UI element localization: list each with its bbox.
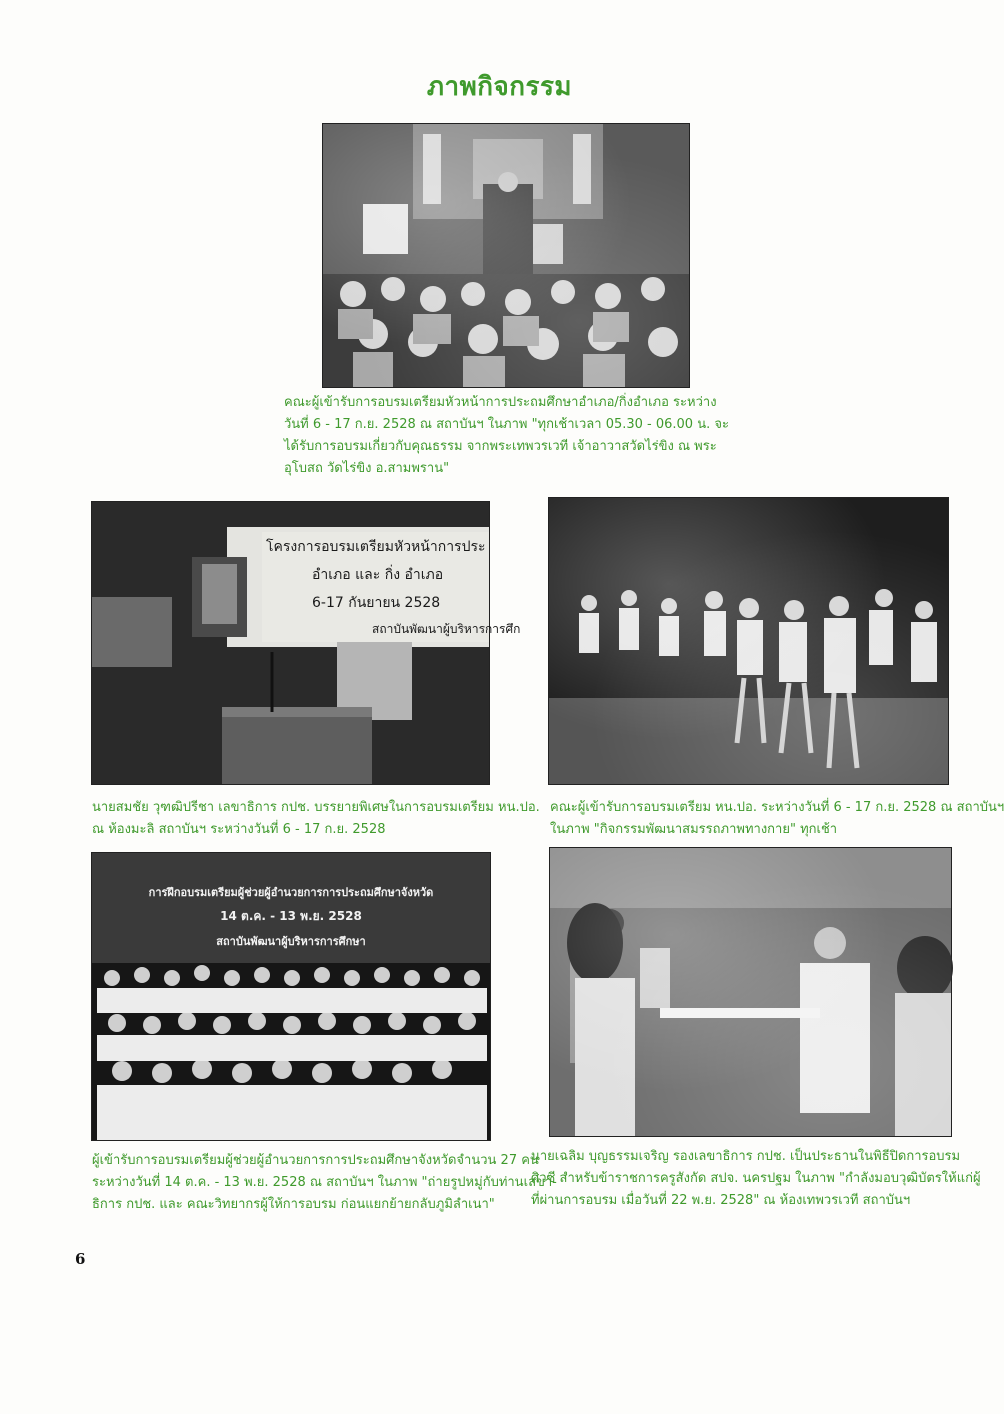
photo-group (91, 852, 491, 1141)
caption-line: ระหว่างวันที่ 14 ต.ค. - 13 พ.ย. 2528 ณ สถาบันฯ ในภาพ "ถ่ายรูปหมู่กับท่านเลขา- (92, 1175, 557, 1190)
page-number: 6 (75, 1250, 86, 1268)
caption-line: ในภาพ "กิจกรรมพัฒนาสมรรถภาพทางกาย" ทุกเช้า (550, 822, 838, 837)
caption-line: นายเฉลิม บุญธรรมเจริญ รองเลขาธิการ กปช. เป็นประธานในพิธีปิดการอบรม (531, 1149, 961, 1164)
banner-line: 6-17 กันยายน 2528 (312, 595, 441, 611)
caption-line: อุโบสถ วัดไร่ขิง อ.สามพราน" (284, 461, 450, 476)
caption-line: คณะผู้เข้ารับการอบรมเตรียมหัวหน้าการประถมศึกษาอำเภอ/กิ่งอำเภอ ระหว่าง (284, 395, 717, 410)
page-title: ภาพกิจกรรม (426, 72, 573, 102)
photo-temple-assembly (322, 123, 690, 388)
caption-line: ธิการ กปช. และ คณะวิทยากรผู้ให้การอบรม ก่อนแยกย้ายกลับภูมิลำเนา" (92, 1197, 495, 1212)
banner-line: สถาบันพัฒนาผู้บริหารการศึก (372, 622, 521, 636)
caption-line: ศิวซี สำหรับข้าราชการครูสังกัด สปจ. นครปฐม ในภาพ "กำลังมอบวุฒิบัตรให้แก่ผู้ (531, 1171, 981, 1186)
caption-line: ได้รับการอบรมเกี่ยวกับคุณธรรม จากพระเทพวรเวที เจ้าอาวาสวัดไร่ขิง ณ พระ (284, 439, 717, 454)
caption-line: ที่ผ่านการอบรม เมื่อวันที่ 22 พ.ย. 2528" ณ ห้องเทพวรเวที สถาบันฯ (531, 1193, 911, 1208)
caption-photo-speaker (92, 797, 540, 841)
photo-certificate-handover (549, 847, 952, 1137)
caption-photo-group (92, 1150, 557, 1216)
photo-speaker-podium (91, 501, 521, 785)
caption-line: ผู้เข้ารับการอบรมเตรียมผู้ช่วยผู้อำนวยการการประถมศึกษาจังหวัดจำนวน 27 คน (92, 1153, 539, 1168)
banner-line: 14 ต.ค. - 13 พ.ย. 2528 (220, 909, 362, 923)
banner-line: โครงการอบรมเตรียมหัวหน้าการประ (266, 539, 486, 555)
banner-line: อำเภอ และ กิ่ง อำเภอ (312, 567, 444, 583)
caption-line: นายสมชัย วุฑฒิปรีชา เลขาธิการ กปช. บรรยายพิเศษในการอบรมเตรียม หน.ปอ. (92, 800, 540, 815)
banner-line: สถาบันพัฒนาผู้บริหารการศึกษา (216, 935, 366, 948)
caption-photo-certificate (531, 1146, 981, 1212)
photo-shading (550, 848, 951, 1136)
banner-line: การฝึกอบรมเตรียมผู้ช่วยผู้อำนวยการการประถมศึกษาจังหวัด (148, 886, 434, 899)
photo-shading (323, 124, 689, 387)
caption-photo-exercise (550, 797, 1004, 841)
group-banner (92, 881, 490, 961)
caption-photo-temple (284, 392, 744, 480)
caption-line: วันที่ 6 - 17 ก.ย. 2528 ณ สถาบันฯ ในภาพ "ทุกเช้าเวลา 05.30 - 06.00 น. จะ (284, 417, 729, 432)
photo-morning-exercise (548, 497, 949, 785)
caption-line: ณ ห้องมะลิ สถาบันฯ ระหว่างวันที่ 6 - 17 ก.ย. 2528 (92, 822, 386, 837)
caption-line: คณะผู้เข้ารับการอบรมเตรียม หน.ปอ. ระหว่างวันที่ 6 - 17 ก.ย. 2528 ณ สถาบันฯ (550, 800, 1004, 815)
photo-shading (549, 498, 948, 784)
speaker-banner (262, 532, 521, 642)
